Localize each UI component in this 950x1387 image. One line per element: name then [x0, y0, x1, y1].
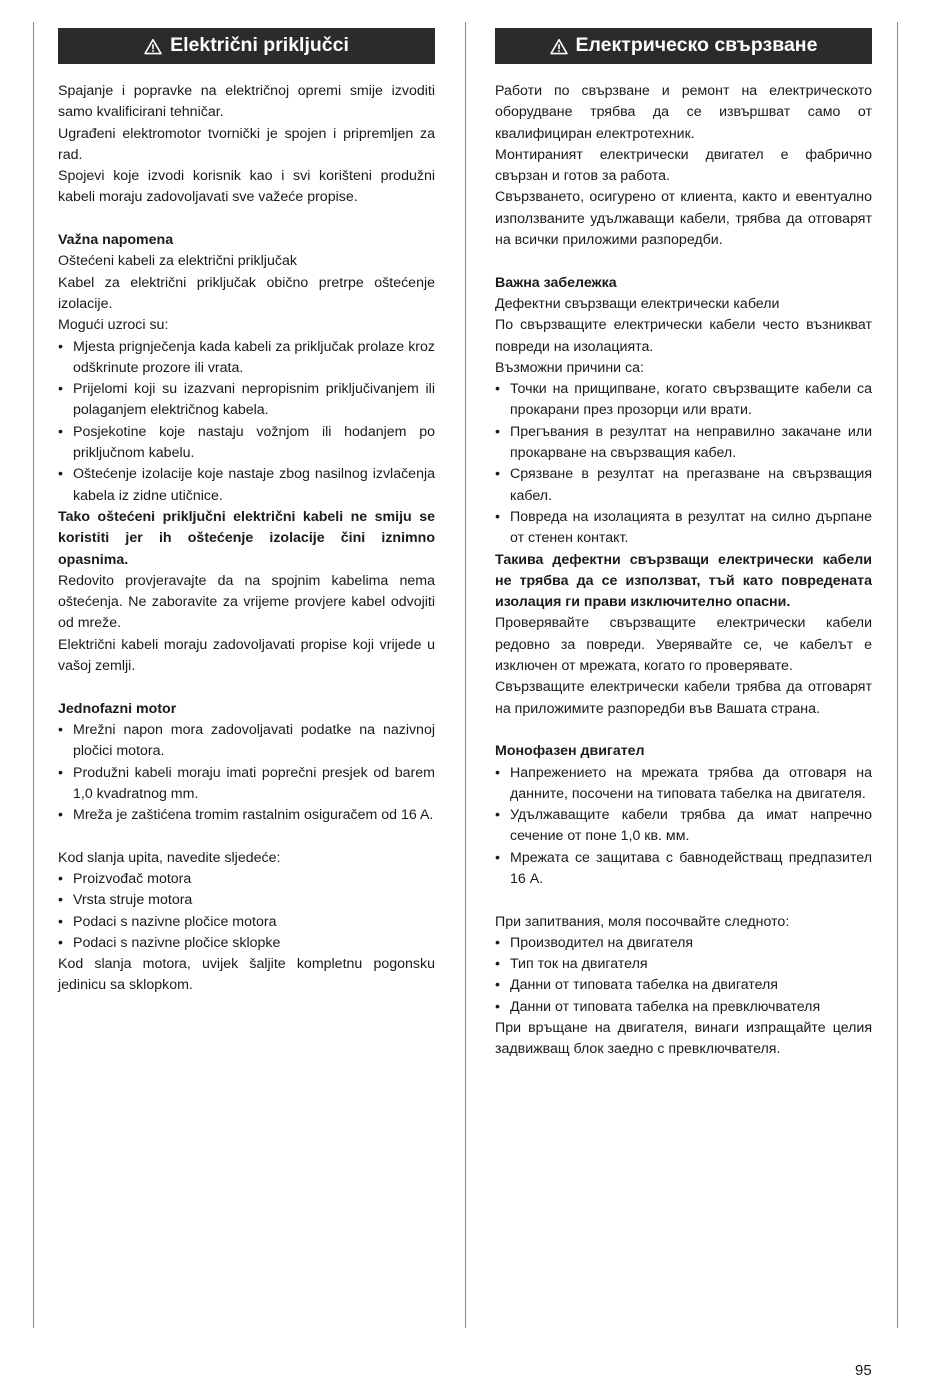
paragraph: Монтираният електрически двигател е фабрично свързан и готов за работа. — [495, 146, 872, 185]
bullet-glyph: • — [495, 849, 500, 866]
right-margin-rule — [897, 22, 898, 1328]
inquiry-list — [495, 933, 872, 1018]
motor-list — [58, 720, 435, 826]
paragraph: Възможни причини са: — [495, 359, 644, 376]
paragraph: Свързващите електрически кабели трябва да отговарят на приложимите разпоредби във Вашата страна. — [495, 679, 872, 717]
list-item: • Podaci s nazivne pločice sklopke — [58, 933, 435, 954]
list-item: • Podaci s nazivne pločice motora — [58, 912, 435, 933]
subheading: Монофазен двигател — [495, 743, 645, 760]
paragraph: Работи по свързване и ремонт на електрическото оборудване трябва да се извършват само от квалифициран електротехник. — [495, 83, 872, 142]
list-item: • Тип ток на двигателя — [495, 954, 872, 975]
bullet-glyph: • — [58, 338, 63, 355]
warning-text: Tako oštećeni priključni električni kabeli ne smiju se koristiti jer ih oštećenje izolacije čini iznimno opasnima. — [58, 508, 435, 568]
list-item: • Точки на прищипване, когато свързващите кабели са прокарани през прозорци или врати. — [495, 381, 872, 419]
paragraph: При запитвания, моля посочвайте следното: — [495, 913, 790, 930]
list-item: • Удължаващите кабели трябва да имат напречно сечение от поне 1,0 кв. мм. — [495, 807, 872, 845]
left-margin-rule — [33, 22, 34, 1328]
paragraph: Električni kabeli moraju zadovoljavati propise koji vrijede u vašoj zemlji. — [58, 636, 435, 675]
bullet-glyph: • — [58, 913, 63, 930]
bullet-glyph: • — [495, 764, 500, 781]
motor-list — [495, 763, 872, 891]
warning-triangle-icon — [144, 38, 162, 55]
list-item: • Posjekotine koje nastaju vožnjom ili hodanjem po priključnom kabelu. — [58, 423, 435, 462]
paragraph: Kabel za električni priključak obično pretrpe oštećenje izolacije. — [58, 274, 435, 312]
section-title: Električni priključci — [170, 34, 349, 57]
paragraph: Oštećeni kabeli za električni priključak — [58, 253, 297, 270]
paragraph: При връщане на двигателя, винаги изпращайте целия задвижващ блок заедно с превключвателя. — [495, 1020, 872, 1058]
list-item: • Vrsta struje motora — [58, 890, 435, 911]
list-item: • Prijelomi koji su izazvani nepropisnim priključivanjem ili polaganjem električnog kabela. — [58, 381, 435, 419]
bullet-glyph: • — [495, 956, 500, 973]
bullet-glyph: • — [58, 892, 63, 909]
list-item: • Oštećenje izolacije koje nastaje zbog nasilnog izvlačenja kabela iz zidne utičnice. — [58, 466, 435, 504]
list-item: • Produžni kabeli moraju imati poprečni presjek od barem 1,0 kvadratnog mm. — [58, 764, 435, 802]
paragraph: Spojevi koje izvodi korisnik kao i svi korišteni produžni kabeli moraju zadovoljavati sve važeće propise. — [58, 168, 435, 206]
subheading: Važna napomena — [58, 232, 174, 249]
page-number: 95 — [855, 1362, 872, 1379]
paragraph: Kod slanja motora, uvijek šaljite kompletnu pogonsku jedinicu sa sklopkom. — [58, 956, 435, 994]
warning-text: Такива дефектни свързващи електрически кабели не трябва да се използват, тъй като повредената изолация ги прави изключително опасни. — [495, 551, 872, 611]
paragraph: Проверявайте свързващите електрически кабели редовно за повреди. Уверявайте се, че кабелът е изключен от мрежата, когато го проверявате. — [495, 615, 872, 675]
bullet-glyph: • — [58, 807, 63, 824]
list-item: • Срязване в резултат на прегазване на свързващия кабел. — [495, 466, 872, 504]
list-item: • Повреда на изолацията в резултат на силно дърпане от стенен контакт. — [495, 508, 872, 547]
paragraph: По свързващите електрически кабели често възникват повреди на изолацията. — [495, 317, 872, 355]
paragraph: Дефектни свързващи електрически кабели — [495, 295, 780, 312]
paragraph: Свързването, осигурено от клиента, както и евентуално използваните удължаващи кабели, трябва да отговарят на всички приложими разпоредби. — [495, 189, 872, 249]
warning-triangle-icon — [550, 38, 568, 55]
bullet-glyph: • — [58, 934, 63, 951]
bullet-glyph: • — [58, 423, 63, 440]
list-item: • Mjesta prignječenja kada kabeli za priključak prolaze kroz odškrinute prozore ili vrata. — [58, 338, 435, 376]
bullet-glyph: • — [58, 764, 63, 781]
list-item: • Данни от типовата табелка на двигателя — [495, 975, 872, 996]
section-title: Електрическо свързване — [575, 34, 818, 57]
causes-list — [495, 379, 872, 549]
bullet-glyph: • — [495, 508, 500, 525]
list-item: • Прегъвания в резултат на неправилно закачане или прокарване на свързващия кабел. — [495, 423, 872, 462]
bullet-glyph: • — [495, 466, 500, 483]
paragraph: Ugrađeni elektromotor tvornički je spojen i pripremljen za rad. — [58, 125, 435, 163]
bullet-glyph: • — [495, 381, 500, 398]
section-header — [495, 28, 872, 64]
bullet-glyph: • — [495, 423, 500, 440]
bullet-glyph: • — [58, 381, 63, 398]
bullet-glyph: • — [58, 870, 63, 887]
center-column-rule — [465, 22, 466, 1328]
list-item: • Proizvođač motora — [58, 869, 435, 890]
left-column — [58, 28, 435, 997]
subheading: Jednofazni motor — [58, 700, 177, 717]
list-item: • Мрежата се защитава с бавнодействащ предпазител 16 А. — [495, 849, 872, 887]
subheading: Важна забележка — [495, 274, 617, 291]
bullet-glyph: • — [58, 466, 63, 483]
bullet-glyph: • — [495, 977, 500, 994]
right-column — [495, 28, 872, 1061]
list-item: • Данни от типовата табелка на превключвателя — [495, 997, 872, 1018]
list-item: • Mreža je zaštićena tromim rastalnim osiguračem od 16 A. — [58, 805, 435, 826]
inquiry-list — [58, 869, 435, 954]
bullet-glyph: • — [58, 721, 63, 738]
causes-list — [58, 337, 435, 507]
section-header — [58, 28, 435, 64]
paragraph: Redovito provjeravajte da na spojnim kabelima nema oštećenja. Ne zaboravite za vrijeme provjere kabel odvojiti od mreže. — [58, 572, 435, 632]
list-item: • Напрежението на мрежата трябва да отговаря на данните, посочени на типовата табелка на двигателя. — [495, 764, 872, 802]
list-item: • Mrežni napon mora zadovoljavati podatke na nazivnoj pločici motora. — [58, 721, 435, 760]
paragraph: Spajanje i popravke na električnoj opremi smije izvoditi samo kvalificirani tehničar. — [58, 83, 435, 121]
bullet-glyph: • — [495, 998, 500, 1015]
bullet-glyph: • — [495, 934, 500, 951]
paragraph: Mogući uzroci su: — [58, 317, 169, 334]
paragraph: Kod slanja upita, navedite sljedeće: — [58, 849, 281, 866]
bullet-glyph: • — [495, 807, 500, 824]
list-item: • Производител на двигателя — [495, 933, 872, 954]
